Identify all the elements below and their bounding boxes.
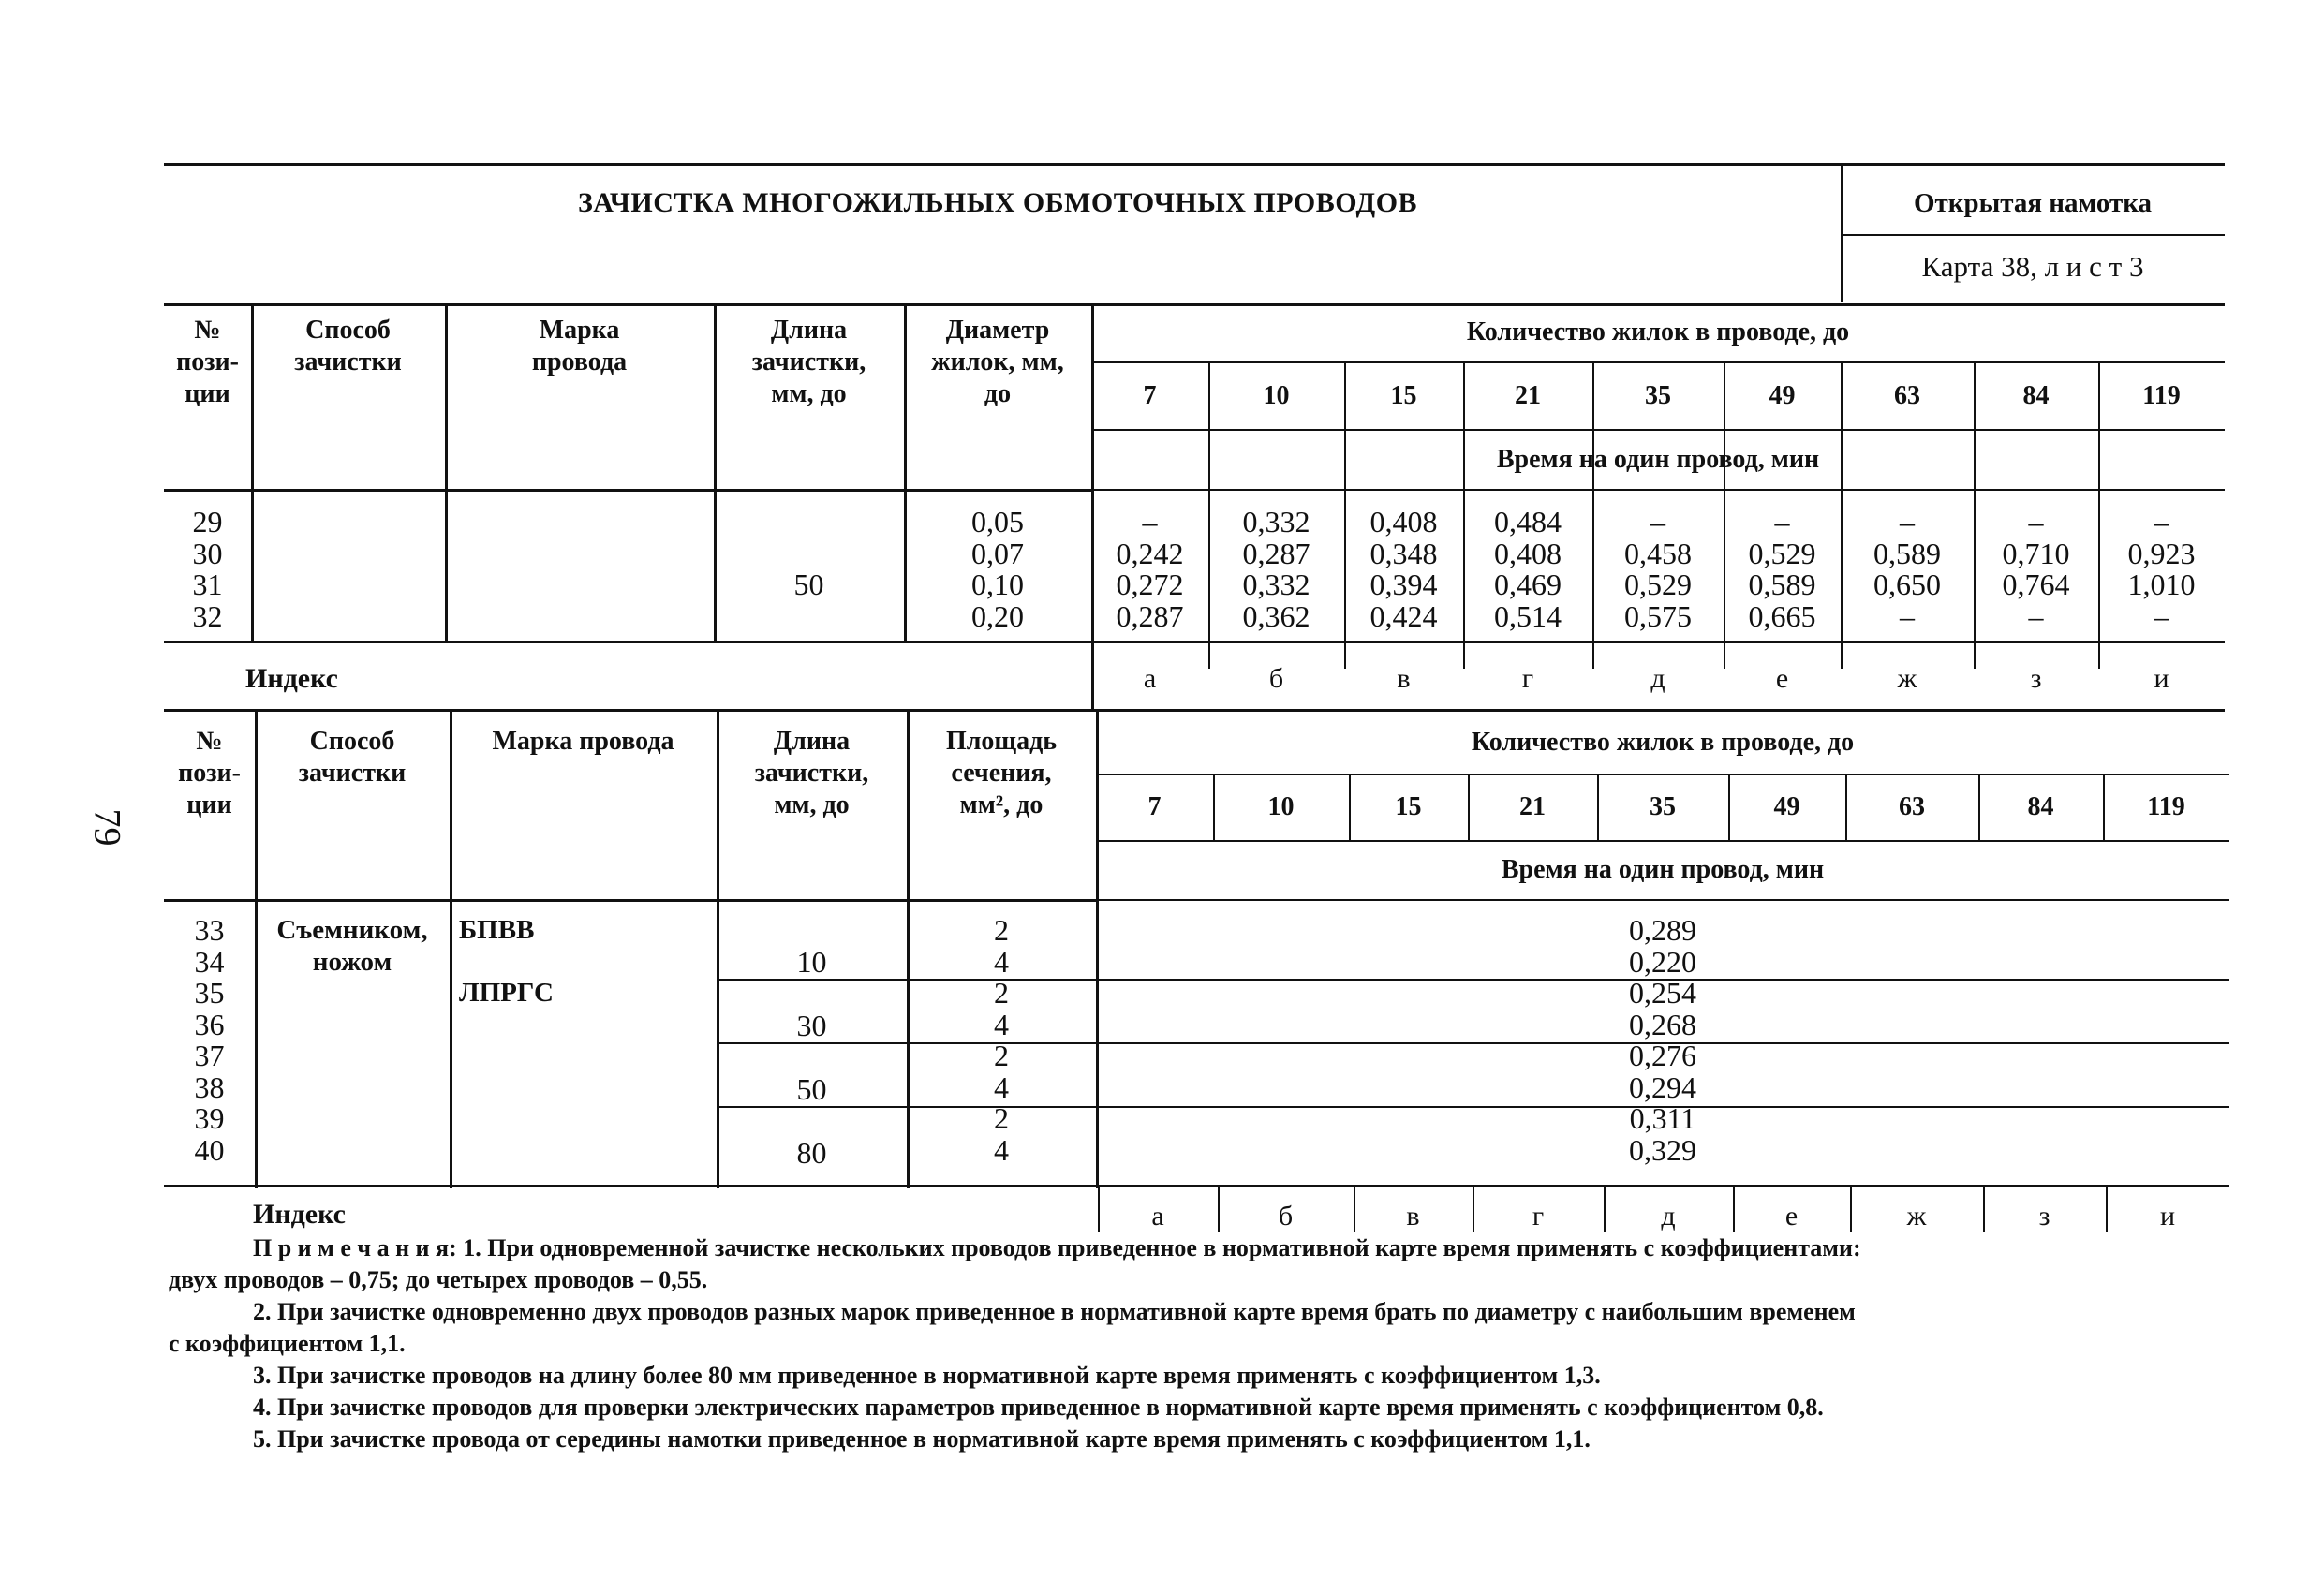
t1-diameters: 0,05 0,07 0,10 0,20 — [971, 505, 1024, 633]
t1-col-i: – 0,923 1,010 – — [2127, 505, 2196, 633]
t2-strand-count: 35 — [1650, 792, 1676, 821]
t2-strand-count: 15 — [1395, 792, 1422, 821]
note-5: 5. При зачистке провода от середины намотки приведенное в нормативной карте время применять с коэффициентом 1,1. — [253, 1425, 1591, 1453]
t1-col-e: – 0,529 0,589 0,665 — [1748, 505, 1816, 633]
t2-brand: БПВВ — [459, 915, 535, 945]
t1-positions: 29 30 31 32 — [192, 505, 223, 633]
t2-index: д — [1661, 1201, 1676, 1232]
t1-col-zh: – 0,589 0,650 – — [1873, 505, 1941, 633]
t1-header-length: Длина зачистки, мм, до — [751, 316, 866, 408]
page-title: ЗАЧИСТКА МНОГОЖИЛЬНЫХ ОБМОТОЧНЫХ ПРОВОДОВ — [577, 187, 1418, 218]
t2-header-brand: Марка провода — [492, 727, 674, 756]
t1-length: 50 — [793, 568, 824, 601]
t2-strand-count: 119 — [2147, 792, 2185, 821]
note-2b: с коэффициентом 1,1. — [169, 1330, 406, 1357]
t1-index: а — [1143, 663, 1157, 694]
t1-index: з — [2030, 663, 2042, 694]
t1-col-g: 0,484 0,408 0,469 0,514 — [1494, 505, 1562, 633]
t2-index: е — [1784, 1201, 1799, 1232]
t1-col-d: – 0,458 0,529 0,575 — [1624, 505, 1692, 633]
t1-col-b: 0,332 0,287 0,332 0,362 — [1242, 505, 1310, 633]
note-3: 3. При зачистке проводов на длину более 80 мм приведенное в нормативной карте время применять с коэффициентом 1,3. — [253, 1362, 1601, 1389]
t2-strand-count: 84 — [2027, 792, 2054, 821]
t2-length: 10 — [796, 945, 827, 979]
t1-strand-count: 15 — [1390, 381, 1417, 410]
t2-areas: 2 4 2 4 2 4 2 4 — [994, 913, 1009, 1167]
t1-header-brand: Марка провода — [531, 316, 628, 376]
t1-col-a: – 0,242 0,272 0,287 — [1116, 505, 1184, 633]
t1-index: д — [1650, 663, 1665, 694]
t2-positions: 33 34 35 36 37 38 39 40 — [194, 913, 225, 1167]
section-label: Открытая намотка — [1913, 188, 2153, 218]
t2-strand-count: 49 — [1773, 792, 1800, 821]
t1-header-diam: Диаметр жилок, мм, до — [931, 316, 1064, 408]
t2-index: ж — [1906, 1201, 1927, 1232]
t2-times: 0,289 0,220 0,254 0,268 0,276 0,294 0,311 0,329 — [1629, 913, 1696, 1167]
note-1a: П р и м е ч а н и я: 1. При одновременной зачистке нескольких проводов приведенное в нормативной карте время применять с коэффициентами: — [253, 1234, 1861, 1261]
t1-col-z: – 0,710 0,764 – — [2002, 505, 2070, 633]
page-number: 79 — [86, 808, 129, 847]
t1-strand-count: 7 — [1143, 381, 1157, 410]
t1-header-time: Время на один провод, мин — [1496, 445, 1820, 474]
t2-index: б — [1278, 1201, 1294, 1232]
top-rule — [164, 163, 2225, 166]
t1-strand-count: 49 — [1769, 381, 1796, 410]
t1-header-pos: № пози-ции — [176, 316, 239, 408]
t2-index-label: Индекс — [253, 1199, 346, 1230]
t1-index: б — [1268, 663, 1284, 694]
t1-index: г — [1521, 663, 1534, 694]
note-1b: двух проводов – 0,75; до четырех проводов – 0,55. — [169, 1266, 708, 1293]
t1-index: и — [2154, 663, 2169, 694]
t2-header-area: Площадь сечения, мм², до — [945, 727, 1058, 819]
t2-index: а — [1151, 1201, 1164, 1232]
card-label: Карта 38, л и с т 3 — [1921, 250, 2144, 283]
t1-strand-count: 35 — [1645, 381, 1671, 410]
t1-index: е — [1775, 663, 1789, 694]
t1-header-method: Способ зачистки — [294, 316, 402, 376]
t2-header-time: Время на один провод, мин — [1501, 855, 1825, 884]
t1-col-v: 0,408 0,348 0,394 0,424 — [1369, 505, 1438, 633]
t2-length: 50 — [796, 1072, 827, 1106]
t2-header-strands: Количество жилок в проводе, до — [1471, 728, 1855, 757]
t2-index: з — [2038, 1201, 2050, 1232]
t2-length: 30 — [796, 1009, 827, 1042]
t2-index: г — [1532, 1201, 1545, 1232]
t1-strand-count: 119 — [2142, 381, 2181, 410]
t1-strand-count: 63 — [1894, 381, 1920, 410]
t1-strand-count: 21 — [1515, 381, 1541, 410]
t2-header-length: Длина зачистки, мм, до — [754, 727, 869, 819]
t2-header-pos: № пози-ции — [178, 727, 241, 819]
t2-strand-count: 63 — [1899, 792, 1925, 821]
t2-length: 80 — [796, 1136, 827, 1170]
note-2a: 2. При зачистке одновременно двух проводов разных марок приведенное в нормативной карте время брать по диаметру с наибольшим временем — [253, 1298, 1856, 1325]
t1-index: в — [1397, 663, 1411, 694]
t1-strand-count: 84 — [2022, 381, 2050, 410]
t2-strand-count: 21 — [1519, 792, 1546, 821]
t2-method: Съемником, ножом — [276, 915, 428, 977]
t2-brand: ЛПРГС — [459, 978, 554, 1008]
t1-index: ж — [1897, 663, 1917, 694]
t2-strand-count: 7 — [1147, 792, 1162, 821]
t1-strand-count: 10 — [1263, 381, 1290, 410]
t2-index: в — [1406, 1201, 1420, 1232]
t2-strand-count: 10 — [1267, 792, 1295, 821]
t1-header-strands: Количество жилок в проводе, до — [1466, 317, 1850, 347]
t1-index-label: Индекс — [245, 663, 338, 694]
note-4: 4. При зачистке проводов для проверки электрических параметров приведенное в нормативной карте время применять с коэффициентом 0,8. — [253, 1394, 1824, 1421]
t2-index: и — [2159, 1201, 2176, 1232]
t2-header-method: Способ зачистки — [298, 727, 407, 788]
